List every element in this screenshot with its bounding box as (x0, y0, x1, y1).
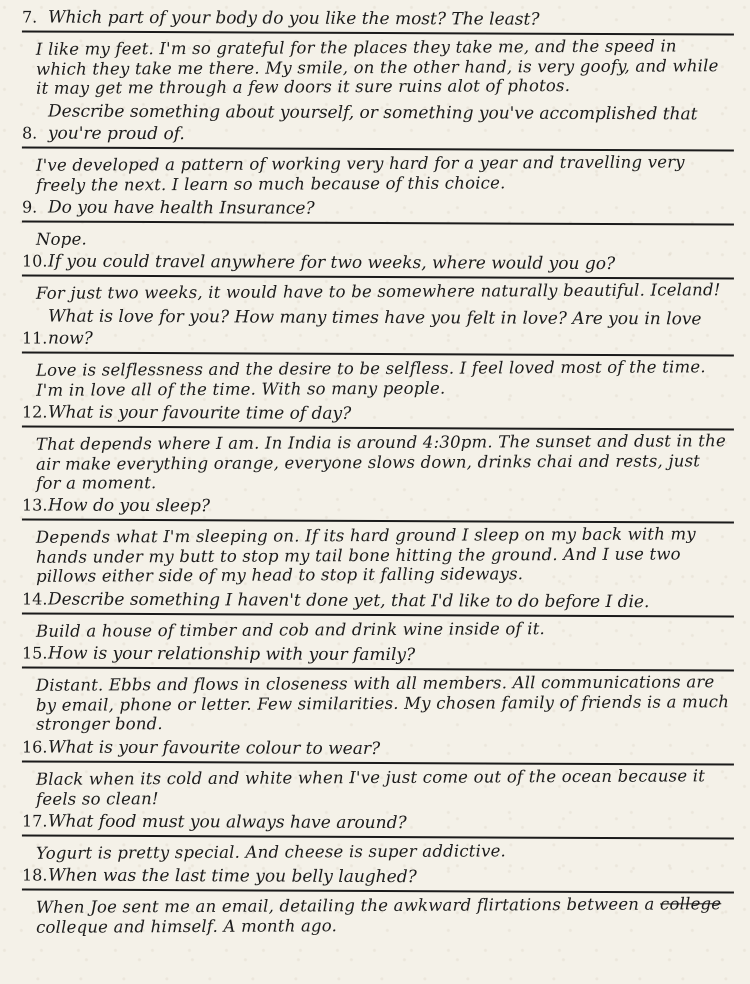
questionnaire-sheet (22, 8, 734, 978)
question-text: How do you sleep? (47, 495, 211, 517)
answer-text: That depends where I am. In India is around 4:30pm. The sunset and dust in the air make everything orange, everyone slows down, drinks chai and rests, just for a moment. (35, 430, 726, 493)
question-line (22, 196, 734, 225)
question-number: 13. (21, 495, 48, 515)
question-12 (22, 403, 734, 492)
question-line (22, 736, 734, 765)
question-14 (22, 590, 734, 640)
question-number: 17. (21, 810, 48, 831)
question-line (22, 305, 734, 356)
question-11 (22, 307, 734, 398)
question-line (22, 810, 734, 839)
question-line (22, 6, 734, 35)
question-13 (22, 496, 734, 585)
answer-text: Depends what I'm sleeping on. If its hard ground I sleep on my back with my hands under my butt to stop my tail bone hitting the ground. And I use two pillows either side of my head to stop it falling sideways. (35, 524, 696, 586)
question-text: Describe something I haven't done yet, that I'd like to do before I die. (47, 589, 650, 612)
question-text: If you could travel anywhere for two weeks, where would you go? (47, 251, 616, 275)
question-15 (22, 644, 734, 733)
question-text: Which part of your body do you like the most? The least? (47, 7, 540, 30)
question-16 (22, 738, 734, 807)
question-text: What food must you always have around? (47, 811, 407, 833)
answer-text: For just two weeks, it would have to be somewhere naturally beautiful. Iceland! (35, 280, 721, 303)
question-line (22, 100, 734, 151)
question-line (22, 401, 734, 430)
question-number: 14. (21, 588, 48, 609)
question-number: 9. (21, 196, 38, 217)
question-10 (22, 252, 734, 302)
answer-text: Distant. Ebbs and flows in closeness with all members. All communications are by email, phone or letter. Few similarities. My chosen family of friends is a much stronger bond. (35, 672, 730, 734)
answer-text-start: When Joe sent me an email, detailing the awkward flirtations between a (35, 894, 661, 917)
question-number: 11. (21, 327, 48, 348)
question-7 (22, 8, 734, 97)
answer-text: I've developed a pattern of working very hard for a year and travelling very freely the next. I learn so much because of this choice. (35, 151, 685, 194)
question-line (22, 642, 734, 671)
question-number: 10. (21, 251, 48, 271)
question-number: 16. (21, 736, 48, 757)
question-text: Do you have health Insurance? (47, 197, 315, 219)
question-line (22, 864, 734, 893)
question-8 (22, 102, 734, 193)
question-9 (22, 198, 734, 248)
question-line (22, 588, 734, 617)
question-text: What is love for you? How many times have you felt in love? Are you in love now? (47, 306, 702, 349)
question-number: 7. (21, 7, 38, 27)
question-text: Describe something about yourself, or something you've accomplished that you're proud of. (47, 101, 698, 144)
question-number: 8. (21, 122, 38, 143)
answer-text: Love is selflessness and the desire to be selfless. I feel loved most of the time. I'm in love all of the time. With so many people. (35, 356, 706, 399)
question-text: When was the last time you belly laughed? (47, 865, 417, 888)
question-line (22, 250, 734, 279)
question-18 (22, 866, 734, 935)
answer-text-end: colleque and himself. A month ago. (36, 915, 338, 937)
answer-text (22, 894, 734, 937)
answer-text: I like my feet. I'm so grateful for the places they take me, and the speed in which they take me there. My smile, on the other hand, is very goofy, and while it may get me through a few doors it sure ruins alot of photos. (35, 36, 719, 98)
question-number: 15. (21, 643, 48, 663)
answer-text: Build a house of timber and cob and drink wine inside of it. (35, 618, 546, 641)
question-17 (22, 812, 734, 862)
crossed-out-word: college (659, 894, 722, 914)
question-number: 12. (21, 401, 48, 422)
question-line (22, 494, 734, 523)
answer-text: Yogurt is pretty special. And cheese is super addictive. (35, 840, 507, 863)
answer-text: Black when its cold and white when I've just come out of the ocean because it feels so clean! (35, 765, 706, 808)
question-number: 18. (21, 865, 48, 885)
answer-text: Nope. (35, 229, 88, 249)
question-text: What is your favourite time of day? (47, 402, 352, 424)
question-text: What is your favourite colour to wear? (47, 737, 381, 759)
question-text: How is your relationship with your family? (47, 643, 416, 666)
